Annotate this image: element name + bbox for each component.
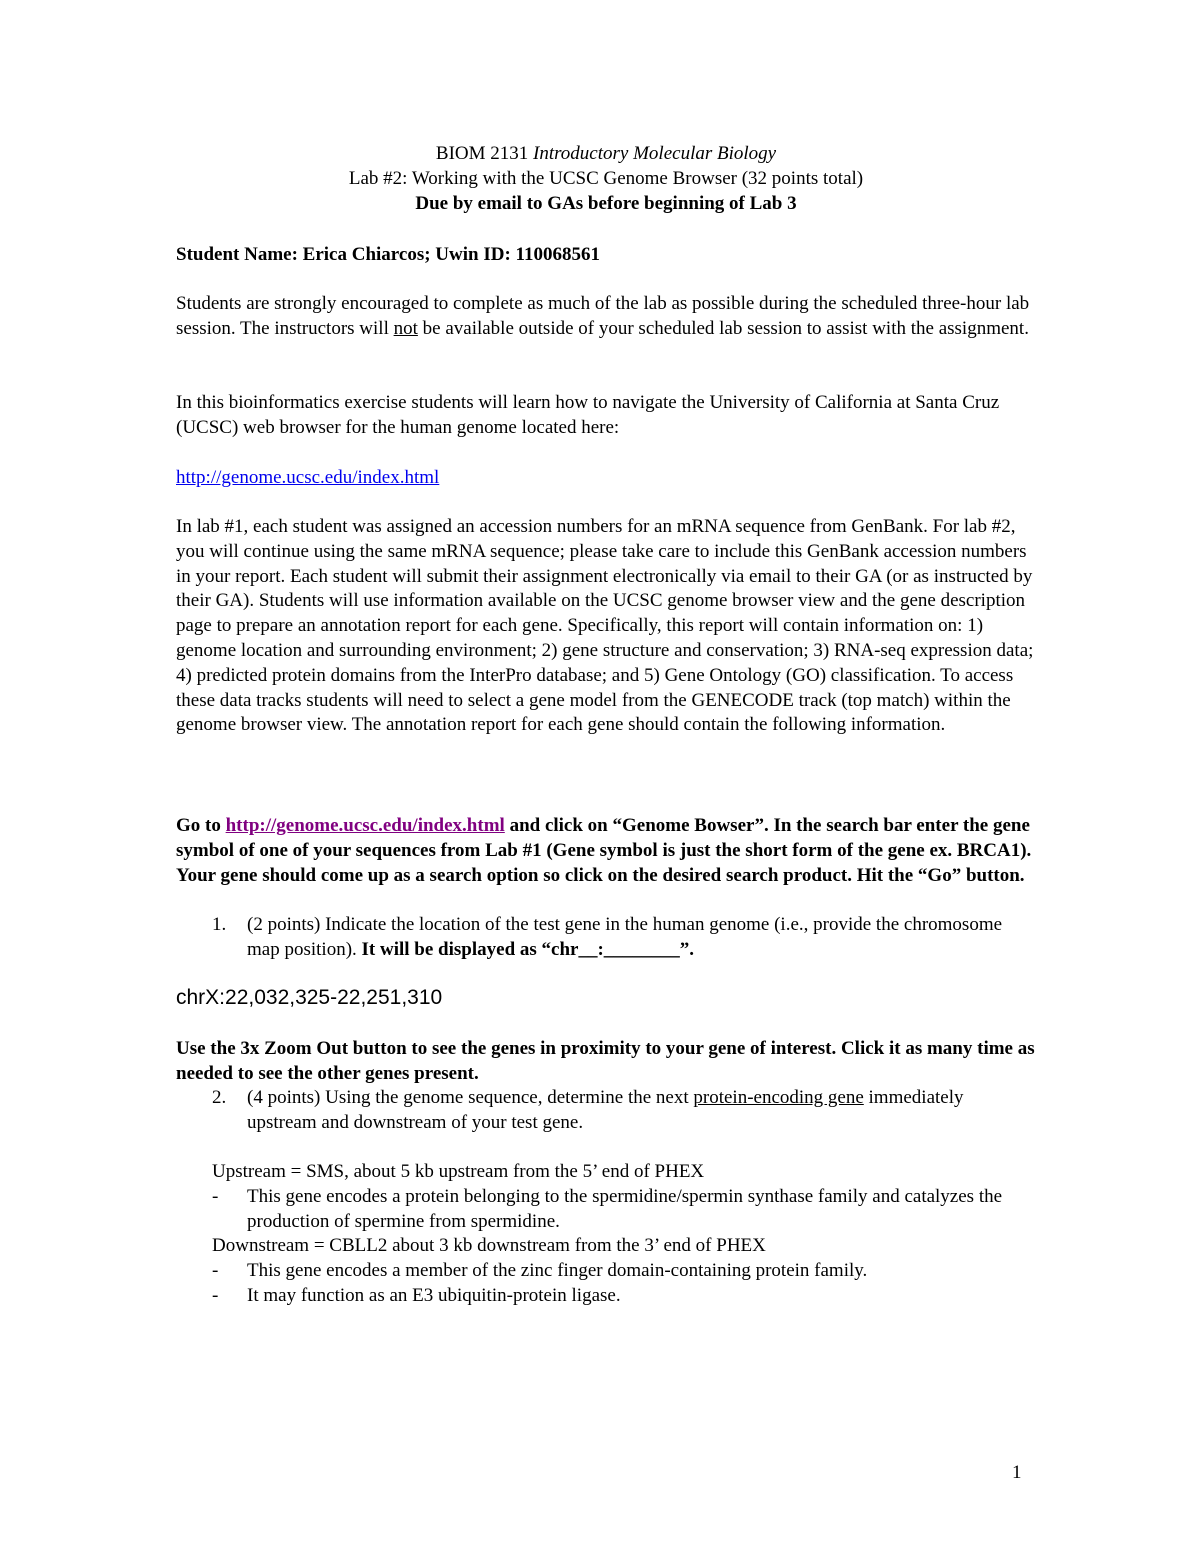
course-code: BIOM 2131 <box>435 143 529 164</box>
intro-not-underlined: not <box>393 317 418 339</box>
lab-title: Lab #2: Working with the UCSC Genome Browser (32 points total) <box>348 167 864 189</box>
instruction-1-before: Go to <box>176 815 226 836</box>
due-line: Due by email to GAs before beginning of Lab 3 <box>415 192 797 214</box>
question-2-number: 2. <box>212 1087 227 1108</box>
question-2-row <box>176 1086 1036 1136</box>
header <box>176 142 1036 216</box>
intro-paragraph-1 <box>176 292 1036 342</box>
upstream-note-text: This gene encodes a protein belonging to the spermidine/spermin synthase family and catalyzes the production of spermine from spermidine. <box>247 1185 1003 1232</box>
student-line: Student Name: Erica Chiarcos; Uwin ID: 110068561 <box>176 244 600 265</box>
ucsc-link-visited[interactable]: http://genome.ucsc.edu/index.html <box>225 815 505 836</box>
intro-p1-after: be available outside of your scheduled lab session to assist with the assignment. <box>417 317 1029 339</box>
downstream-note-2 <box>176 1284 1036 1309</box>
ucsc-link[interactable]: http://genome.ucsc.edu/index.html <box>176 467 440 488</box>
dash-bullet: - <box>212 1185 219 1207</box>
upstream-note <box>176 1185 1036 1235</box>
dash-bullet: - <box>212 1260 219 1282</box>
course-line <box>176 142 1036 167</box>
instruction-2: Use the 3x Zoom Out button to see the genes in proximity to your gene of interest. Click it as many time as needed to see the other genes present. <box>176 1038 1035 1084</box>
downstream-line: Downstream = CBLL2 about 3 kb downstream from the 3’ end of PHEX <box>212 1235 766 1257</box>
question-1 <box>176 913 1036 963</box>
instruction-1 <box>176 814 1036 888</box>
question-2-answer <box>176 1160 1036 1309</box>
downstream-note-1 <box>176 1259 1036 1284</box>
upstream-line: Upstream = SMS, about 5 kb upstream from the 5’ end of PHEX <box>212 1161 705 1182</box>
instruction-1-after: and click on “Genome Bowser”. In the search bar enter the gene symbol of one of your sequences from Lab #1 (Gene symbol is just the short form of the gene ex. BRCA1). Your gene should come up as a search option so click on the desired search product. Hit the “Go” button. <box>176 815 1032 886</box>
course-title: Introductory Molecular Biology <box>533 143 777 164</box>
question-2-underlined: protein-encoding gene <box>693 1087 864 1108</box>
question-2-text-after: immediately upstream and downstream of your test gene. <box>247 1087 964 1133</box>
question-1-bold: It will be displayed as “chr__:________”. <box>361 938 695 960</box>
ucsc-link-line <box>176 466 1036 491</box>
dash-bullet: - <box>212 1284 219 1306</box>
question-1-text: (2 points) Indicate the location of the test gene in the human genome (i.e., provide the chromosome map position). <box>247 914 1003 960</box>
page-number: 1 <box>1012 1462 1022 1483</box>
question-1-row <box>176 913 1036 963</box>
question-1-number: 1. <box>212 914 227 935</box>
intro-p1-text: Students are strongly encouraged to complete as much of the lab as possible during the scheduled three-hour lab session. The instructors will <box>176 293 1030 339</box>
intro-paragraph-3: In lab #1, each student was assigned an accession numbers for an mRNA sequence from GenBank. For lab #2, you will continue using the same mRNA sequence; please take care to include this GenBank accession numbers in your report. Each student will submit their assignment electronically via email to their GA (or as instructed by their GA). Students will use information available on the UCSC genome browser view and the gene description page to prepare an annotation report for each gene. Specifically, this report will contain information on: 1) genome location and surrounding environment; 2) gene structure and conservation; 3) RNA-seq expression data; 4) predicted protein domains from the InterPro database; and 5) Gene Ontology (GO) classification. To access these data tracks students will need to select a gene model from the GENECODE track (top match) within the genome browser view. The annotation report for each gene should contain the following information. <box>176 516 1034 736</box>
question-2 <box>176 1086 1036 1136</box>
question-2-text: (4 points) Using the genome sequence, determine the next <box>247 1087 694 1108</box>
question-1-answer: chrX:22,032,325-22,251,310 <box>176 986 443 1009</box>
downstream-note-2-text: It may function as an E3 ubiquitin-protein ligase. <box>247 1284 621 1306</box>
intro-paragraph-2: In this bioinformatics exercise students will learn how to navigate the University of California at Santa Cruz (UCSC) web browser for the human genome located here: <box>176 392 1000 438</box>
downstream-note-1-text: This gene encodes a member of the zinc finger domain-containing protein family. <box>247 1260 868 1282</box>
